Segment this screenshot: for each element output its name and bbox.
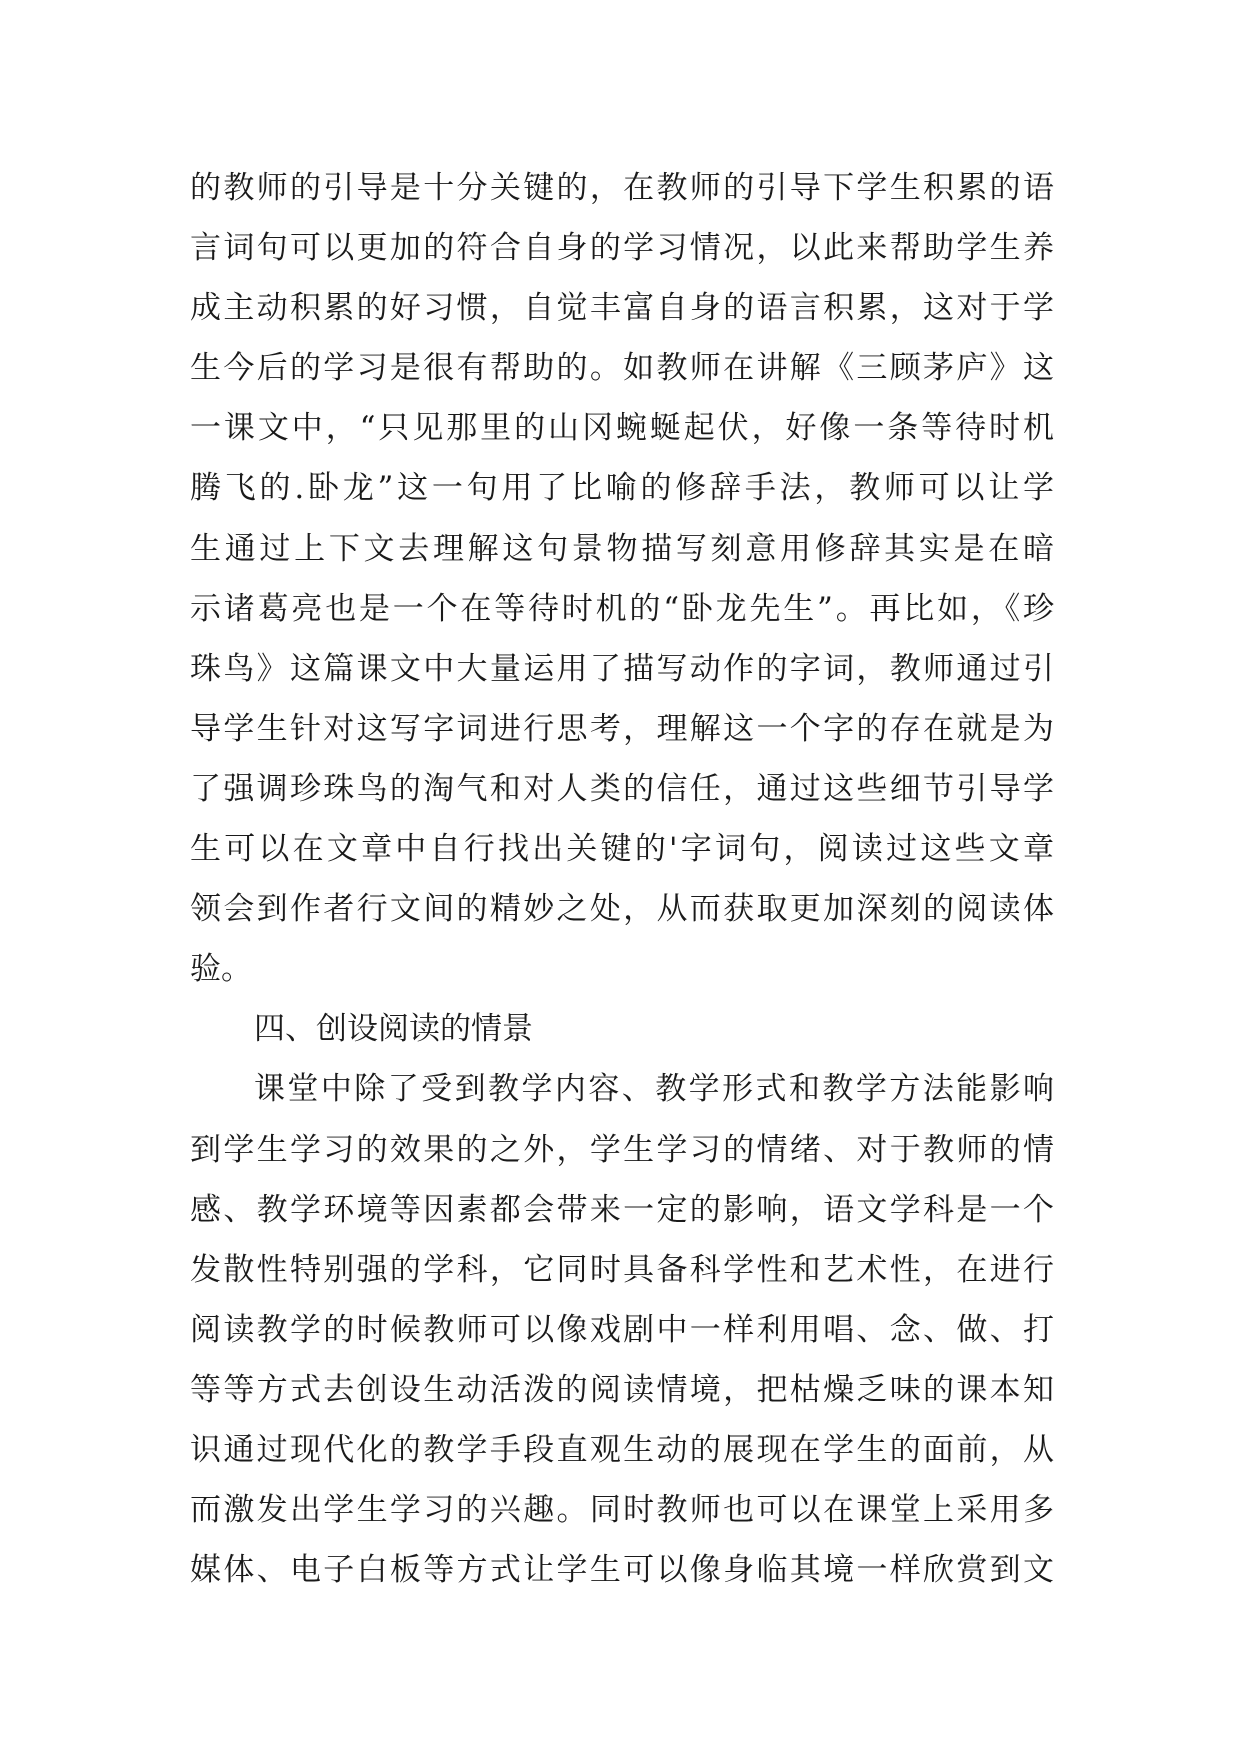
text-line: 珠鸟》这篇课文中大量运用了描写动作的字词，教师通过引 <box>190 650 1054 687</box>
text-line: 生今后的学习是很有帮助的。如教师在讲解《三顾茅庐》这 <box>190 350 1054 387</box>
text-line: 而激发出学生学习的兴趣。同时教师也可以在课堂上采用多 <box>190 1492 1054 1529</box>
text-line: 生可以在文章中自行找出关键的'字词句，阅读过这些文章 <box>190 831 1054 868</box>
section-heading: 四、创设阅读的情景 <box>254 1011 533 1048</box>
document-body <box>190 158 1054 1600</box>
text-line: 腾飞的.卧龙”这一句用了比喻的修辞手法，教师可以让学 <box>190 470 1054 507</box>
text-line: 媒体、电子白板等方式让学生可以像身临其境一样欣赏到文 <box>190 1552 1054 1589</box>
text-line: 了强调珍珠鸟的淘气和对人类的信任，通过这些细节引导学 <box>190 770 1054 807</box>
text-line: 到学生学习的效果的之外，学生学习的情绪、对于教师的情 <box>190 1131 1054 1168</box>
paragraph-continued <box>190 158 1054 999</box>
text-line: 一课文中，“只见那里的山冈蜿蜒起伏，好像一条等待时机 <box>190 410 1054 447</box>
text-line: 生通过上下文去理解这句景物描写刻意用修辞其实是在暗 <box>190 530 1054 567</box>
text-line: 的教师的引导是十分关键的，在教师的引导下学生积累的语 <box>190 170 1054 206</box>
text-line: 导学生针对这写字词进行思考，理解这一个字的存在就是为 <box>190 710 1054 747</box>
text-line: 发散性特别强的学科，它同时具备科学性和艺术性，在进行 <box>190 1251 1054 1288</box>
text-line: 言词句可以更加的符合自身的学习情况，以此来帮助学生养 <box>190 230 1054 267</box>
text-line: 课堂中除了受到教学内容、教学形式和教学方法能影响 <box>254 1071 1054 1108</box>
paragraph <box>190 1059 1054 1600</box>
text-line: 识通过现代化的教学手段直观生动的展现在学生的面前，从 <box>190 1431 1054 1468</box>
text-line: 验。 <box>190 951 252 988</box>
text-line: 成主动积累的好习惯，自觉丰富自身的语言积累，这对于学 <box>190 290 1054 327</box>
text-line: 等等方式去创设生动活泼的阅读情境，把枯燥乏味的课本知 <box>190 1371 1054 1408</box>
text-line: 阅读教学的时候教师可以像戏剧中一样利用唱、念、做、打 <box>190 1311 1054 1348</box>
text-line: 领会到作者行文间的精妙之处，从而获取更加深刻的阅读体 <box>190 891 1054 928</box>
text-line: 示诸葛亮也是一个在等待时机的“卧龙先生”。再比如，《珍 <box>190 590 1054 627</box>
text-line: 感、教学环境等因素都会带来一定的影响，语文学科是一个 <box>190 1191 1054 1228</box>
